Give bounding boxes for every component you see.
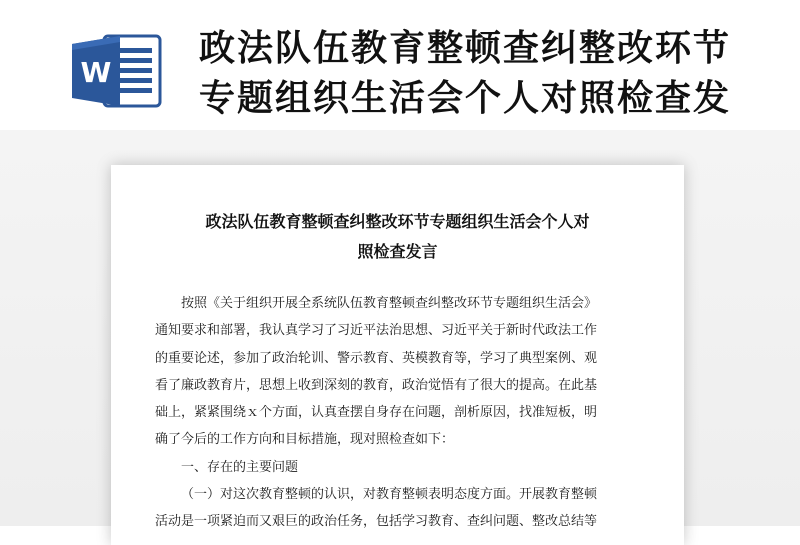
paragraph-line: 础上，紧紧围绕ｘ个方面，认真查摆自身存在问题，剖析原因，找准短板，明 <box>155 405 598 421</box>
document-title <box>141 207 654 267</box>
document-body <box>155 290 645 536</box>
header-banner <box>0 0 800 130</box>
paragraph-line: 的重要论述，参加了政治轮训、警示教育、英模教育等，学习了典型案例、观 <box>155 350 598 366</box>
paragraph-line: 活动是一项紧迫而又艰巨的政治任务，包括学习教育、查纠问题、整改总结等 <box>155 514 598 530</box>
paragraph-line: （一）对这次教育整顿的认识，对教育整顿表明态度方面。开展教育整顿 <box>181 487 598 503</box>
paragraph-line: 按照《关于组织开展全系统队伍教育整顿查纠整改环节专题组织生活会》 <box>181 296 598 311</box>
paragraph-line: 看了廉政教育片，思想上收到深刻的教育，政治觉悟有了很大的提高。在此基 <box>155 377 598 393</box>
document-title-line-2: 照检查发言 <box>357 242 438 261</box>
banner-title-line-2: 专题组织生活会个人对照检查发 <box>198 78 731 119</box>
banner-title <box>185 24 745 124</box>
document-title-line-1: 政法队伍教育整顿查纠整改环节专题组织生活会个人对 <box>205 212 590 231</box>
word-icon-letter: W <box>80 56 112 89</box>
microsoft-word-document-icon <box>68 30 164 112</box>
banner-title-line-1: 政法队伍教育整顿查纠整改环节 <box>198 28 731 69</box>
paragraph-line: 确了今后的工作方向和目标措施，现对照检查如下： <box>155 432 455 448</box>
section-heading: 一、存在的主要问题 <box>181 459 299 475</box>
document-page <box>111 165 684 545</box>
paragraph-line: 通知要求和部署，我认真学习了习近平法治思想、习近平关于新时代政法工作 <box>155 323 598 339</box>
